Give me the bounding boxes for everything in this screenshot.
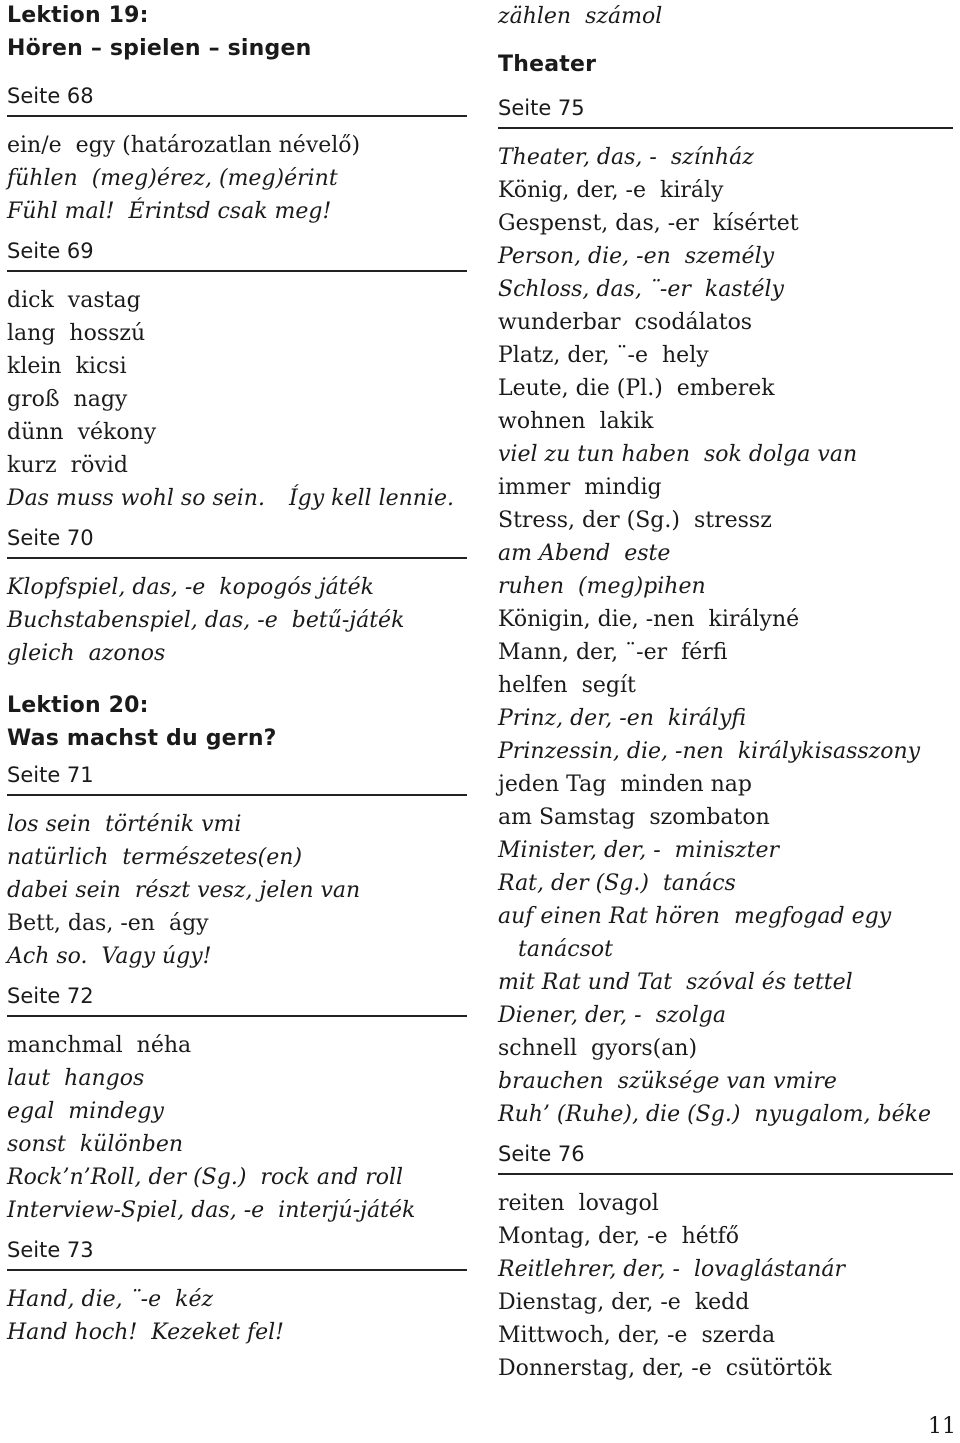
german-term: Buchstabenspiel, das, -e bbox=[7, 608, 278, 633]
section-seite-68: Seite 68 bbox=[7, 65, 467, 117]
german-term: dabei sein bbox=[7, 878, 121, 903]
vocab-entry bbox=[498, 570, 953, 603]
vocab-entry bbox=[498, 867, 953, 900]
hungarian-translation: mindegy bbox=[68, 1099, 164, 1124]
hungarian-translation: szerda bbox=[701, 1322, 776, 1348]
vocab-list-seite-76 bbox=[498, 1187, 953, 1385]
vocab-entry bbox=[7, 350, 467, 383]
vocab-list-seite-72 bbox=[7, 1029, 467, 1227]
vocab-entry bbox=[498, 702, 953, 735]
hungarian-translation: kéz bbox=[175, 1287, 214, 1312]
vocab-entry bbox=[7, 284, 467, 317]
german-term: Bett, das, -en bbox=[7, 911, 155, 936]
german-term: Leute, die (Pl.) bbox=[498, 375, 663, 401]
vocab-entry bbox=[498, 1032, 953, 1065]
german-term: brauchen bbox=[498, 1068, 604, 1094]
hungarian-translation: Kezeket fel! bbox=[151, 1320, 284, 1345]
vocab-entry bbox=[7, 604, 467, 637]
german-term: jeden Tag bbox=[498, 771, 607, 797]
german-term: lang bbox=[7, 321, 56, 346]
vocab-entry bbox=[498, 372, 953, 405]
german-term: viel zu tun haben bbox=[498, 441, 690, 467]
german-term: Königin, die, -nen bbox=[498, 606, 695, 632]
hungarian-translation: számol bbox=[585, 4, 663, 29]
vocab-entry bbox=[498, 1253, 953, 1286]
vocab-list-seite-69 bbox=[7, 284, 467, 515]
lesson-20-title: Was machst du gern? bbox=[7, 725, 277, 751]
german-term: Dienstag, der, -e bbox=[498, 1289, 681, 1315]
german-term: natürlich bbox=[7, 845, 109, 870]
german-term: gleich bbox=[7, 641, 75, 666]
hungarian-translation: tanács bbox=[662, 870, 736, 896]
vocab-entry bbox=[498, 471, 953, 504]
hungarian-translation: királyfi bbox=[667, 705, 747, 731]
vocab-entry bbox=[498, 1065, 953, 1098]
vocab-entry bbox=[7, 1194, 467, 1227]
german-term: Das muss wohl so sein. bbox=[7, 486, 265, 511]
german-term: Interview-Spiel, das, -e bbox=[7, 1198, 265, 1223]
hungarian-translation: néha bbox=[136, 1033, 192, 1058]
german-term: Person, die, -en bbox=[498, 243, 671, 269]
german-term: Schloss, das, ¨-er bbox=[498, 276, 691, 302]
section-seite-69: Seite 69 bbox=[7, 228, 467, 272]
hungarian-translation: segít bbox=[581, 672, 636, 698]
german-term: Diener, der, - bbox=[498, 1002, 642, 1028]
german-term: schnell bbox=[498, 1035, 578, 1061]
hungarian-translation: nyugalom, béke bbox=[754, 1101, 931, 1127]
lesson-19-title: Hören – spielen – singen bbox=[7, 35, 312, 61]
hungarian-translation: férfi bbox=[681, 639, 728, 665]
german-term: los sein bbox=[7, 812, 92, 837]
german-term: Prinz, der, -en bbox=[498, 705, 654, 731]
hungarian-translation: királyné bbox=[708, 606, 800, 632]
hungarian-translation: betű-játék bbox=[291, 608, 405, 633]
german-term: Stress, der (Sg.) bbox=[498, 507, 680, 533]
section-seite-75: Seite 75 bbox=[498, 82, 953, 129]
section-seite-73: Seite 73 bbox=[7, 1227, 467, 1271]
hungarian-translation: vékony bbox=[77, 420, 157, 445]
german-term: kurz bbox=[7, 453, 57, 478]
hungarian-translation: kedd bbox=[694, 1289, 750, 1315]
vocab-entry bbox=[498, 537, 953, 570]
german-term: auf einen Rat hören bbox=[498, 903, 720, 929]
german-term: Platz, der, ¨-e bbox=[498, 342, 649, 368]
hungarian-translation: hétfő bbox=[681, 1223, 740, 1249]
hungarian-translation: királykisasszony bbox=[737, 738, 921, 764]
vocab-entry bbox=[7, 907, 467, 940]
vocab-entry bbox=[498, 1220, 953, 1253]
german-term: immer bbox=[498, 474, 571, 500]
hungarian-translation: Így kell lennie. bbox=[288, 486, 455, 511]
vocab-entry bbox=[7, 482, 467, 515]
vocab-list-seite-71 bbox=[7, 808, 467, 973]
german-term: Minister, der, - bbox=[498, 837, 661, 863]
hungarian-translation: kastély bbox=[704, 276, 784, 302]
hungarian-translation: szüksége van vmire bbox=[617, 1068, 837, 1094]
left-column bbox=[7, 0, 467, 1349]
hungarian-translation: azonos bbox=[88, 641, 166, 666]
german-term: Gespenst, das, -er bbox=[498, 210, 699, 236]
hungarian-translation: csütörtök bbox=[725, 1355, 832, 1381]
hungarian-translation: (meg)pihen bbox=[578, 573, 706, 599]
hungarian-translation: hosszú bbox=[69, 321, 146, 346]
vocab-entry bbox=[7, 1128, 467, 1161]
hungarian-translation: vastag bbox=[67, 288, 141, 313]
vocab-entry bbox=[498, 141, 953, 174]
hungarian-translation: megfogad egy bbox=[733, 903, 892, 929]
vocab-entry bbox=[498, 306, 953, 339]
german-term: ruhen bbox=[498, 573, 565, 599]
vocab-entry bbox=[7, 195, 467, 228]
section-seite-76: Seite 76 bbox=[498, 1131, 953, 1175]
hungarian-translation: király bbox=[660, 177, 724, 203]
hungarian-translation: lovaglástanár bbox=[693, 1256, 846, 1282]
hungarian-translation: különben bbox=[79, 1132, 184, 1157]
german-term: Ach so. bbox=[7, 944, 88, 969]
hungarian-translation: szóval és tettel bbox=[686, 969, 853, 995]
hungarian-translation: természetes(en) bbox=[122, 845, 303, 870]
hungarian-translation: emberek bbox=[676, 375, 775, 401]
vocab-entry bbox=[7, 317, 467, 350]
german-term: Fühl mal! bbox=[7, 199, 115, 224]
german-term: wunderbar bbox=[498, 309, 621, 335]
hungarian-translation: hely bbox=[662, 342, 709, 368]
german-term: Donnerstag, der, -e bbox=[498, 1355, 712, 1381]
vocab-entry bbox=[498, 0, 953, 33]
vocab-entry bbox=[498, 801, 953, 834]
german-term: fühlen bbox=[7, 166, 78, 191]
section-seite-70: Seite 70 bbox=[7, 515, 467, 559]
german-term: groß bbox=[7, 387, 60, 412]
german-term: zählen bbox=[498, 4, 572, 29]
vocab-list-seite-70 bbox=[7, 571, 467, 670]
vocab-entry bbox=[7, 1283, 467, 1316]
hungarian-translation: Vagy úgy! bbox=[101, 944, 212, 969]
german-term: Hand hoch! bbox=[7, 1320, 138, 1345]
vocab-entry bbox=[7, 571, 467, 604]
vocab-entry bbox=[498, 207, 953, 240]
hungarian-translation: stressz bbox=[693, 507, 772, 533]
vocab-entry bbox=[7, 449, 467, 482]
hungarian-translation: lakik bbox=[599, 408, 654, 434]
vocab-entry bbox=[498, 834, 953, 867]
lesson-19-heading bbox=[7, 0, 467, 65]
hungarian-translation: személy bbox=[684, 243, 775, 269]
hungarian-translation: színház bbox=[670, 144, 754, 170]
vocab-list-seite-75 bbox=[498, 141, 953, 1131]
vocab-entry bbox=[498, 999, 953, 1032]
vocab-list-seite-68 bbox=[7, 129, 467, 228]
german-term: ein/e bbox=[7, 133, 62, 158]
hungarian-translation: gyors(an) bbox=[591, 1035, 698, 1061]
vocab-entry bbox=[498, 1319, 953, 1352]
vocab-entry bbox=[7, 129, 467, 162]
hungarian-translation: történik vmi bbox=[105, 812, 242, 837]
vocab-entry bbox=[498, 438, 953, 471]
hungarian-translation: kicsi bbox=[75, 354, 127, 379]
german-term: klein bbox=[7, 354, 62, 379]
hungarian-translation: szombaton bbox=[649, 804, 770, 830]
hungarian-translation: kopogós játék bbox=[219, 575, 374, 600]
german-term: Mittwoch, der, -e bbox=[498, 1322, 688, 1348]
german-term: wohnen bbox=[498, 408, 586, 434]
vocab-entry bbox=[498, 504, 953, 537]
german-term: Ruh’ (Ruhe), die (Sg.) bbox=[498, 1101, 741, 1127]
vocab-entry bbox=[498, 339, 953, 372]
vocab-entry bbox=[498, 1352, 953, 1385]
vocab-entry bbox=[498, 1098, 953, 1131]
vocab-entry bbox=[498, 900, 953, 933]
german-term: Hand, die, ¨-e bbox=[7, 1287, 162, 1312]
hungarian-translation: Érintsd csak meg! bbox=[128, 199, 332, 224]
hungarian-translation: nagy bbox=[73, 387, 128, 412]
german-term: helfen bbox=[498, 672, 568, 698]
vocab-entry-continuation bbox=[498, 933, 953, 966]
german-term: König, der, -e bbox=[498, 177, 647, 203]
vocab-entry bbox=[7, 1062, 467, 1095]
vocab-entry bbox=[498, 174, 953, 207]
vocab-entry bbox=[498, 735, 953, 768]
hungarian-translation: sok dolga van bbox=[704, 441, 858, 467]
german-term: am Samstag bbox=[498, 804, 636, 830]
german-term: am Abend bbox=[498, 540, 611, 566]
vocab-entry bbox=[7, 162, 467, 195]
hungarian-translation: rock and roll bbox=[260, 1165, 404, 1190]
hungarian-translation: szolga bbox=[655, 1002, 726, 1028]
hungarian-translation: részt vesz, jelen van bbox=[134, 878, 361, 903]
hungarian-translation: ágy bbox=[168, 911, 209, 936]
hungarian-translation: csodálatos bbox=[634, 309, 753, 335]
vocab-entry bbox=[7, 874, 467, 907]
vocab-entry bbox=[7, 383, 467, 416]
hungarian-translation: mindig bbox=[584, 474, 662, 500]
german-term: Klopfspiel, das, -e bbox=[7, 575, 206, 600]
vocab-entry bbox=[498, 273, 953, 306]
vocab-entry bbox=[7, 808, 467, 841]
vocab-entry bbox=[7, 841, 467, 874]
vocab-entry bbox=[7, 940, 467, 973]
vocab-entry bbox=[7, 1029, 467, 1062]
vocab-entry bbox=[498, 768, 953, 801]
german-term: Mann, der, ¨-er bbox=[498, 639, 668, 665]
german-term: egal bbox=[7, 1099, 55, 1124]
lesson-19-number: Lektion 19: bbox=[7, 3, 149, 28]
hungarian-translation: este bbox=[624, 540, 671, 566]
german-term: laut bbox=[7, 1066, 51, 1091]
german-term: Rat, der (Sg.) bbox=[498, 870, 649, 896]
german-term: reiten bbox=[498, 1190, 565, 1216]
vocab-entry bbox=[7, 1316, 467, 1349]
hungarian-translation: (meg)érez, (meg)érint bbox=[91, 166, 338, 191]
section-seite-71: Seite 71 bbox=[7, 755, 467, 796]
german-term: Montag, der, -e bbox=[498, 1223, 668, 1249]
german-term: Prinzessin, die, -nen bbox=[498, 738, 724, 764]
lesson-20-heading bbox=[7, 690, 467, 755]
vocab-list-seite-73 bbox=[7, 1283, 467, 1349]
vocab-entry bbox=[498, 669, 953, 702]
german-term: sonst bbox=[7, 1132, 66, 1157]
right-column bbox=[498, 0, 953, 1385]
vocab-entry bbox=[498, 240, 953, 273]
german-term: manchmal bbox=[7, 1033, 123, 1058]
vocab-entry bbox=[498, 966, 953, 999]
hungarian-translation: hangos bbox=[64, 1066, 145, 1091]
hungarian-translation: minden nap bbox=[620, 771, 752, 797]
hungarian-translation: tanácsot bbox=[518, 936, 613, 962]
hungarian-translation: kísértet bbox=[712, 210, 799, 236]
page-number: 11 bbox=[928, 1414, 956, 1439]
vocab-entry bbox=[7, 416, 467, 449]
german-term: mit Rat und Tat bbox=[498, 969, 673, 995]
vocab-entry bbox=[498, 1187, 953, 1220]
hungarian-translation: rövid bbox=[70, 453, 128, 478]
german-term: dünn bbox=[7, 420, 64, 445]
vocab-entry bbox=[7, 1161, 467, 1194]
hungarian-translation: egy (határozatlan névelő) bbox=[75, 133, 361, 158]
theater-heading: Theater bbox=[498, 52, 597, 77]
vocab-entry bbox=[498, 636, 953, 669]
hungarian-translation: miniszter bbox=[674, 837, 780, 863]
german-term: Rock’n’Roll, der (Sg.) bbox=[7, 1165, 247, 1190]
section-seite-72: Seite 72 bbox=[7, 973, 467, 1017]
hungarian-translation: interjú-játék bbox=[278, 1198, 416, 1223]
vocab-entry bbox=[7, 637, 467, 670]
german-term: Theater, das, - bbox=[498, 144, 657, 170]
german-term: dick bbox=[7, 288, 54, 313]
vocab-entry bbox=[7, 1095, 467, 1128]
vocab-entry bbox=[498, 1286, 953, 1319]
german-term: Reitlehrer, der, - bbox=[498, 1256, 680, 1282]
vocab-entry bbox=[498, 405, 953, 438]
hungarian-translation: lovagol bbox=[578, 1190, 659, 1216]
lesson-20-number: Lektion 20: bbox=[7, 693, 149, 718]
vocab-entry bbox=[498, 603, 953, 636]
